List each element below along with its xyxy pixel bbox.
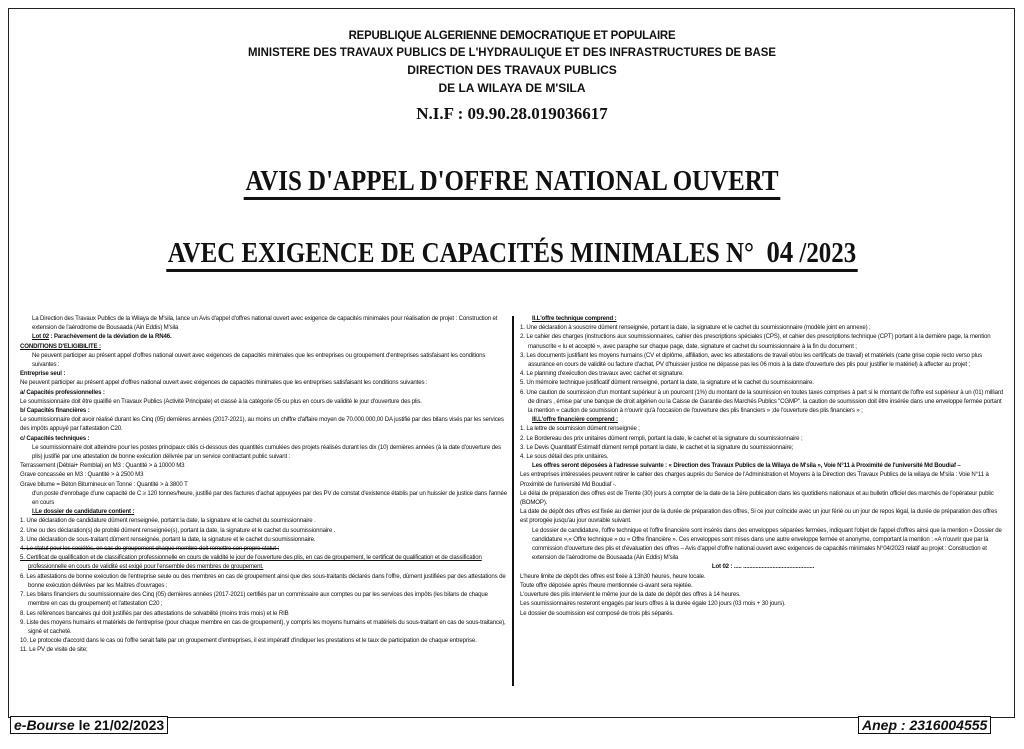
fin-item: 2. Le Bordereau des prix unitaires dûment rempli, portant la date, le cachet et la signature du soumissionnaire ; <box>520 434 803 442</box>
a-text: Le soumissionnaire doit être qualifié en Travaux Publics (Activité Principale) et classé à la catégorie 05 ou plus en cours de validité le jour d'ouverture des plis. <box>20 397 422 405</box>
dossier-item: 9. Liste des moyens humains et matériels de l'entreprise (pour chaque membre en cas de groupement), y compris les moyens humains et matériels du sous-traitant en cas de sous-traitance), signé et cacheté. <box>20 618 506 635</box>
dossier-item: 11. Le PV de visite de site; <box>20 646 88 654</box>
envelopes: Le dossier de candidature, l'offre technique et l'offre financière sont insérés dans des enveloppes séparées fermées, indiquant l'objet de l'appel d'offres ainsi que la mention « Dossier de candidature »,« Offre technique » ou « Offre financière ». Ces enveloppes sont mises dans une autre enveloppe fermée et anonyme, comportant la mention : «A n'ouvrir que par la commission d'ouverture des plis et d'évaluation des offres – Avis d'appel d'offre national ouvert avec exigences de capacités minimales N°04/2023 relatif au projet : Construction et extension de l'aérodrome de Bousaada (Ain Eddis) M'sila <box>532 526 1002 562</box>
dossier-item: 7. Les bilans financiers du soumissionnaire des Cinq (05) dernières années (2017-2021) certifiés par un commissaire aux comptes ou par les services des impôts (les bilans de chaque membre en cas du groupement) et l'attestation C20 ; <box>20 591 488 608</box>
b-title: b/ Capacités financières : <box>20 407 90 415</box>
source-brand: e-Bourse <box>14 717 75 733</box>
column-divider <box>512 316 514 686</box>
title-line2-text: AVEC EXIGENCE DE CAPACITÉS MINIMALES N° <box>167 237 755 269</box>
deposit-date: La date de dépôt des offres est fixée au dernier jour de la durée de préparation des offres, Si ce jour coïncide avec un jour férié ou un jour de repos légal, la durée de préparation des offres est prorogée jusqu'au jour ouvrable suivant. <box>520 508 998 525</box>
title-line2-underlined <box>166 234 858 272</box>
dossier-item: 4. Le statut pour les sociétés, en cas de groupement chaque membre doit remettre son propre statut ; <box>20 545 280 553</box>
dossier-item: 10. Le protocole d'accord dans le cas où l'offre serait faite par un groupement d'entreprises, il est impératif d'indiquer les prestations et le taux de participation de chaque entreprise. <box>20 637 477 645</box>
title-line1 <box>72 165 953 198</box>
header-ministry: MINISTERE DES TRAVAUX PUBLICS DE L'HYDRAULIQUE ET DES INFRASTRUCTURES DE BASE <box>248 45 776 59</box>
opening-time: L'ouverture des plis intervient le même jour de la date de dépôt des offres à 14 heures. <box>520 591 741 599</box>
tech-item: 5. Un mémoire technique justificatif dûment renseigné, portant la date, la signature et le cachet du soumissionnaire. <box>520 379 814 387</box>
fin-title: III.L'offre financière comprend : <box>532 416 618 424</box>
anep-label <box>858 716 991 734</box>
composition: Le dossier de soumission est composé de trois plis séparés. <box>520 609 674 617</box>
header-nif: N.I.F : 09.90.28.019036617 <box>416 104 608 123</box>
header-wilaya: DE LA WILAYA DE M'SILA <box>438 81 586 95</box>
right-column <box>520 314 1006 618</box>
b-text: Le soumissionnaire doit avoir réalisé durant les Cinq (05) dernières années (2017-2021), au moins un chiffre d'affaire moyen de 70.000.000,00 DA justifié par des bilans visés par les services des impôts appuyé par l'attestation C20. <box>20 416 504 433</box>
fin-item: 1. La lettre de soumission dûment renseignée ; <box>520 425 640 433</box>
tech-item: 6. Une caution de soumission d'un montant supérieur à un pourcent (1%) du montant de la soumission en toutes taxes comprises à part si le montant de l'offre est supérieur à un (01) milliard de dinars , émise par une banque de droit algérien ou la Caisse de Garantie des Marchés Publics "CGMP". la caution de soumission doit être insérée dans une enveloppe fermée portant la mention « caution de soumission à n'ouvrir qu'à l'occasion de l'ouverture des plis financiers » ;de l'ouverture des plis financiers » ; <box>520 388 1003 415</box>
lot-text: : Parachèvement de la déviation de la RN46. <box>49 333 172 341</box>
header-direction: DIRECTION DES TRAVAUX PUBLICS <box>407 63 617 77</box>
dossier-title: I.Le dossier de candidature contient : <box>32 508 135 516</box>
withdraw-specs: Les entreprises intéressées peuvent retirer le cahier des charges auprès du Service de l'Administration et Moyens à la Direction des Travaux Publics de la wilaya de M'sila : Voie N°11 à Proximité de l'université Md Boudiaf -. <box>520 471 989 488</box>
lot-line <box>20 332 508 341</box>
title-line2 <box>72 234 953 270</box>
conditions-text: Ne peuvent participer au présent appel d'offres national ouvert avec exigences de capacités minimales que les entreprises ou groupement d'entreprises satisfaisant les conditions suivantes : <box>32 351 486 369</box>
dossier-item: 5. Certificat de qualification et de classification professionnelle en cours de validité le jour de l'ouverture des plis, en cas de groupement, le certificat de qualification et de classification professionnelle en cours de validité est exigé pour l'ensemble des membres de groupement. <box>20 554 482 571</box>
c-title: c/ Capacités techniques : <box>20 434 90 442</box>
conditions-title: CONDITIONS D'ELIGIBILITE : <box>20 342 101 350</box>
seul-text: Ne peuvent participer au présent appel d'offres national ouvert avec exigences de capacités minimales que les entreprises satisfaisant les conditions suivantes : <box>20 379 428 387</box>
tech-item: 4. Le planning d'exécution des travaux avec cachet et signature. <box>520 370 684 378</box>
a-title: a/ Capacités professionnelles : <box>20 388 105 396</box>
tech-item: 2. Le cahier des charges (instructions aux soumissionnaires, cahier des prescriptions spéciales (CPS), et cahier des prescriptions technique (CPT) portant à la dernière page, la mention manuscrite « lu et accepté », avec paraphe sur chaque page, date, signature et cachet du soumissionnaire à la fin du document ; <box>520 333 991 350</box>
dossier-item: 8. Les références bancaires qui doit justifiés par des attestations de solvabilité (moins trois mois) et le RIB <box>20 609 289 617</box>
fin-item: 3. Le Devis Quantitatif Estimatif dûment rempli portant la date, le cachet et la signature du soumissionnaire; <box>520 443 794 451</box>
header-republic: REPUBLIQUE ALGERIENNE DEMOCRATIQUE ET POPULAIRE <box>348 28 676 42</box>
deadline-hour: L'heure limite de dépôt des offres est fixée à 13h30 heures, heure locale. <box>520 572 706 580</box>
dossier-item: 2. Une ou des déclaration(s) de probité dûment renseignée(s), portant la date, la signature et le cachet du soumissionnaire . <box>20 526 336 534</box>
c-text: Le soumissionnaire doit atteindre pour les postes principaux cités ci-dessous des quantités cumulées des projets réalisés durant les dix (10) dernières années (à la date d'ouverture des plis) justifié par une attestation de bonne exécution délivrée par un service contractant public suivant : <box>32 443 501 461</box>
fin-item: 4. Le sous détail des prix unitaires. <box>520 453 609 461</box>
late-rejected: Toute offre déposée après l'heure mentionnée ci-avant sera rejetée. <box>520 581 693 589</box>
dossier-item: 6. Les attestations de bonne exécution de l'entreprise seule ou des membres en cas de groupement ainsi que des sous-traitants déclarés dans l'offre, dûment justifiées par des attestations de bonne exécution délivrées par les Maîtres d'ouvrages ; <box>20 572 506 589</box>
seul-title: Entreprise seul : <box>20 370 66 378</box>
deposit-address: Les offres seront déposées à l'adresse suivante : « Direction des Travaux Publics de la Wilaya de M'sila », Voie N°11 à Proximité de l'université Md Boudiaf – <box>532 462 961 470</box>
source-label <box>10 716 168 734</box>
lot-label: Lot 02 <box>32 333 50 341</box>
quantity-4: d'un poste d'enrobage d'une capacité de C ≥ 120 tonnes/heure, justifié par des factures d'achat appuyées par des PV de constat d'existence établis par un huissier de justice dans l'année en cours <box>32 489 507 507</box>
dossier-item: 3. Une déclaration de sous-traitant dûment renseignée, portant la date, la signature et le cachet du soumissionnaire. <box>20 535 316 543</box>
quantity-3: Grave bitume = Béton Bitumineux en Tonne : Quantité > à 3800 T <box>20 480 188 488</box>
source-date: le 21/02/2023 <box>74 717 165 733</box>
left-column <box>20 314 508 655</box>
validity: Les soumissionnaires resteront engagés par leurs offres à la durée égale 120 jours (03 mois + 30 jours). <box>520 600 786 608</box>
quantity-2: Grave concassée en M3 : Quantité > à 2500 M3 <box>20 471 144 479</box>
prep-delay: Le délai de préparation des offres est de Trente (30) jours à compter de la date de la 1ère publication dans les quotidiens nationaux et au bulletin officiel des marchés de l'opérateur public (BOMOP). <box>520 489 994 507</box>
title-year: /2023 <box>799 237 857 269</box>
tech-item: 3. Les documents justifiant les moyens humains (CV et diplôme, affiliation, avec les attestations de travail et/ou les certificats de travail) et matériels (carte grise copie recto verso plus assurance en cours de validité ou facture d'achat, PV d'huissier justice ne dépasse pas les 06 mois à la date d'ouverture des plis pour justifier le matériel) à affecter au projet ; <box>520 351 983 369</box>
tech-title: II.L'offre technique comprend : <box>532 315 617 322</box>
dossier-item: 1. Une déclaration de candidature dûment renseignée, portant la date, la signature et le cachet du soumissionnaire . <box>20 517 316 525</box>
anep-number: Anep : 2316004555 <box>862 717 988 733</box>
quantity-1: Terrassement (Déblai+ Remblai) en M3 : Quantité > à 10000 M3 <box>20 462 185 470</box>
title-number: 04 <box>766 234 794 269</box>
lot-placeholder: Lot 02 : ..... .............................................. <box>711 563 815 571</box>
title-line1-text: AVIS D'APPEL D'OFFRE NATIONAL OUVERT <box>244 165 781 200</box>
intro-text: La Direction des Travaux Publics de la Wilaya de M'sila, lance un Avis d'appel d'offres national ouvert avec exigence de capacités minimales pour réalisation de projet : Construction et extension de l'aérodrome de Bousaada (Ain Eddis) M'sila <box>32 315 498 332</box>
tech-item: 1. Une déclaration à souscrire dûment renseignée, portant la date, la signature et le cachet du soumissionnaire (modèle joint en annexe) ; <box>520 324 871 332</box>
